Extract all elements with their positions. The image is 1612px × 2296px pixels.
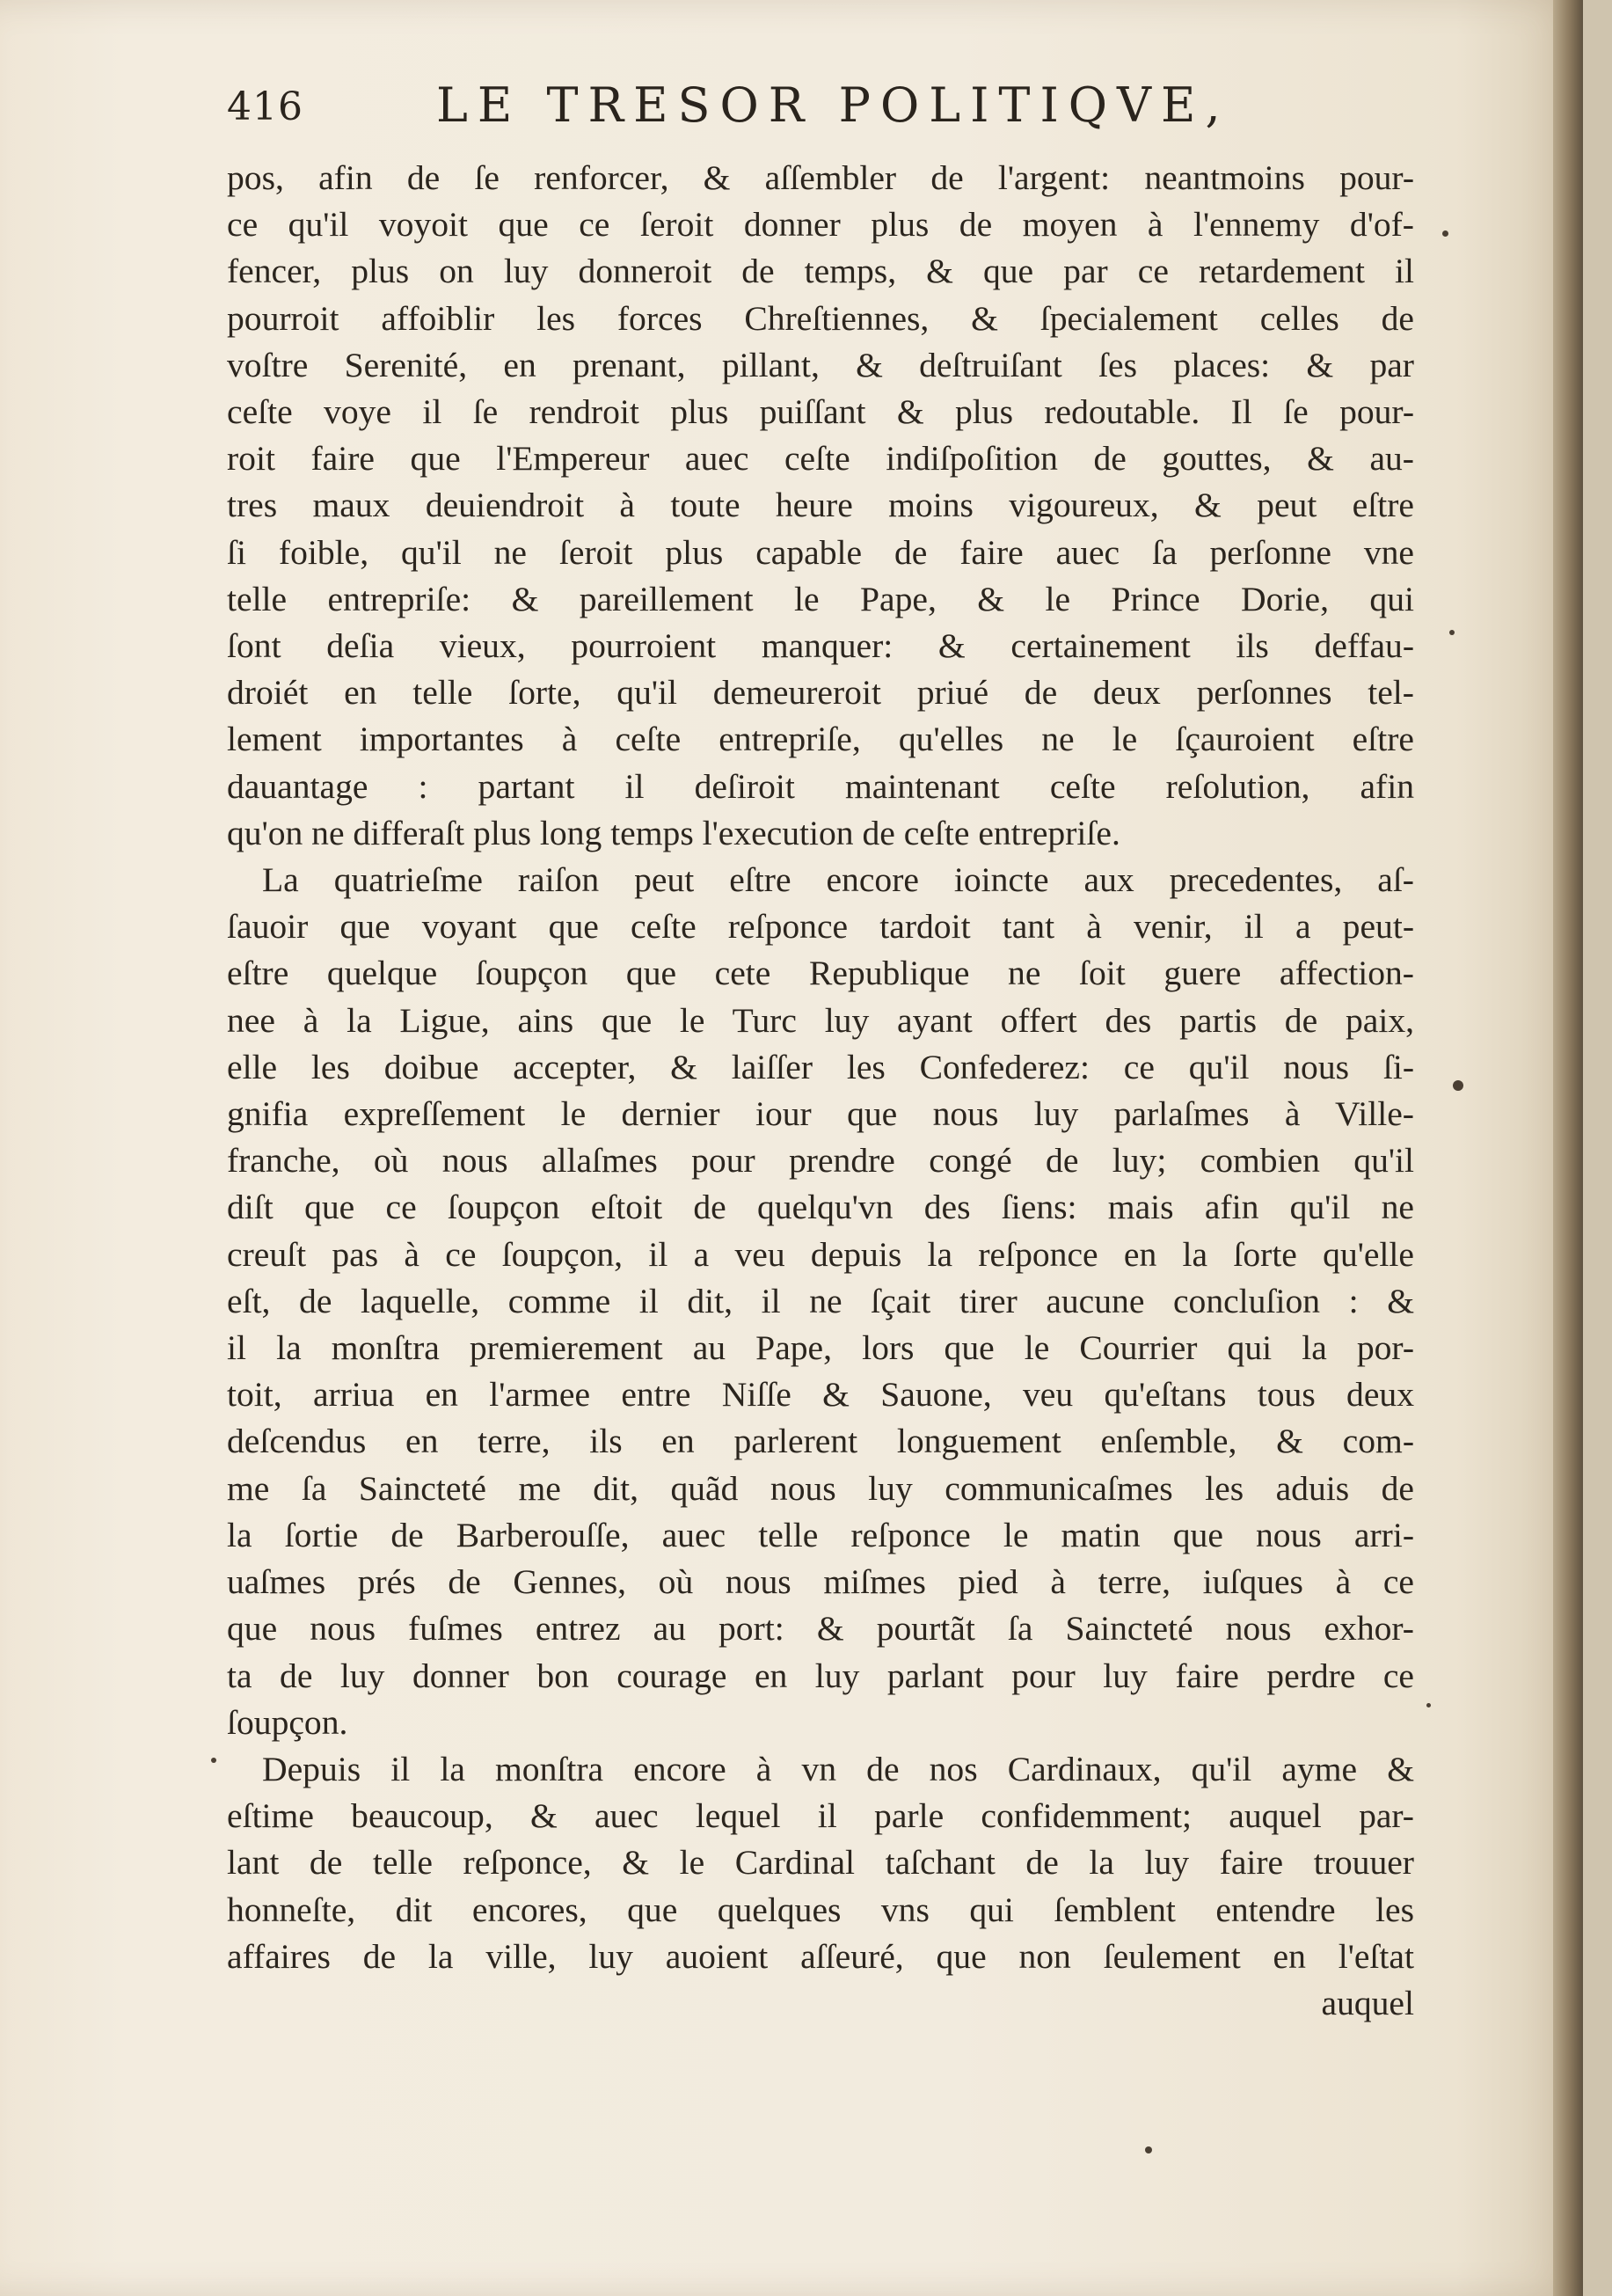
- text-line: eſtre quelque ſoupçon que cete Republique ne ſoit guere affection-: [227, 954, 1414, 993]
- text-line: me ſa Saincteté me dit, quãd nous luy communicaſmes les aduis de: [227, 1468, 1414, 1508]
- text-line: ſauoir que voyant que ceſte reſponce tardoit tant à venir, il a peut-: [227, 907, 1414, 947]
- text-line: voſtre Serenité, en prenant, pillant, & deſtruiſant ſes places: & par: [227, 345, 1414, 384]
- text-line: affaires de la ville, luy auoient aſſeuré, que non ſeulement en l'eſtat: [227, 1936, 1414, 1976]
- text-line: auquel: [1321, 1983, 1414, 2022]
- text-line: Depuis il la monſtra encore à vn de nos Cardinaux, qu'il ayme &: [262, 1749, 1414, 1788]
- ink-speck: [1449, 630, 1455, 635]
- text-line: ceſte voye il ſe rendroit plus puiſſant & plus redoutable. Il ſe pour-: [227, 392, 1414, 432]
- text-line: ce qu'il voyoit que ce ſeroit donner plus de moyen à l'ennemy d'of-: [227, 205, 1414, 245]
- text-line: la ſortie de Barberouſſe, auec telle reſponce le matin que nous arri-: [227, 1515, 1414, 1554]
- text-line: franche, où nous allaſmes pour prendre congé de luy; combien qu'il: [227, 1141, 1414, 1181]
- text-line: lant de telle reſponce, & le Cardinal taſchant de la luy faire trouuer: [227, 1843, 1414, 1883]
- text-line: dauantage : partant il deſiroit maintenant ceſte reſolution, afin: [227, 766, 1414, 806]
- text-line: qu'on ne differaſt plus long temps l'execution de ceſte entrepriſe.: [227, 813, 1120, 852]
- text-line: ſoupçon.: [227, 1702, 348, 1742]
- text-line: ta de luy donner bon courage en luy parlant pour luy faire perdre ce: [227, 1656, 1414, 1695]
- ink-speck: [1442, 230, 1448, 237]
- text-line: uaſmes prés de Gennes, où nous miſmes pied à terre, iuſques à ce: [227, 1562, 1414, 1602]
- text-line: toit, arriua en l'armee entre Niſſe & Sauone, veu qu'eſtans tous deux: [227, 1375, 1414, 1415]
- ink-speck: [1426, 1703, 1431, 1707]
- page-number: 416: [227, 84, 303, 129]
- text-line: deſcendus en terre, ils en parlerent longuement enſemble, & com-: [227, 1422, 1414, 1461]
- text-line: ſi foible, qu'il ne ſeroit plus capable de faire auec ſa perſonne vne: [227, 532, 1414, 572]
- text-line: que nous fuſmes entrez au port: & pourtãt ſa Saincteté nous exhor-: [227, 1609, 1414, 1649]
- ink-speck: [1453, 1080, 1463, 1091]
- text-line: pos, afin de ſe renforcer, & aſſembler de l'argent: neantmoins pour-: [227, 158, 1414, 197]
- text-line: gnifia expreſſement le dernier iour que nous luy parlaſmes à Ville-: [227, 1094, 1414, 1134]
- text-line: telle entrepriſe: & pareillement le Pape, & le Prince Dorie, qui: [227, 579, 1414, 618]
- text-line: honneſte, dit encores, que quelques vns qui ſemblent entendre les: [227, 1890, 1414, 1929]
- text-line: eſtime beaucoup, & auec lequel il parle confidemment; auquel par-: [227, 1796, 1414, 1836]
- text-line: ſont deſia vieux, pourroient manquer: & certainement ils deffau-: [227, 626, 1414, 666]
- ink-speck: [1145, 2146, 1152, 2153]
- body-text: [227, 155, 1414, 2027]
- text-line: il la monſtra premierement au Pape, lors que le Courrier qui la por-: [227, 1328, 1414, 1368]
- text-line: elle les doibue accepter, & laiſſer les Confederez: ce qu'il nous ſi-: [227, 1047, 1414, 1086]
- page-edge-shadow: [1553, 0, 1583, 2296]
- running-head: [227, 77, 1405, 148]
- running-title: LE TRESOR POLITIQVE,: [436, 77, 1230, 133]
- text-line: droiét en telle ſorte, qu'il demeureroit priué de deux perſonnes tel-: [227, 673, 1414, 713]
- text-line: fencer, plus on luy donneroit de temps, & que par ce retardement il: [227, 252, 1414, 291]
- text-line: La quatrieſme raiſon peut eſtre encore ioincte aux precedentes, aſ-: [262, 860, 1414, 900]
- text-line: creuſt pas à ce ſoupçon, il a veu depuis la reſponce en la ſorte qu'elle: [227, 1234, 1414, 1274]
- text-line: eſt, de laquelle, comme il dit, il ne ſçait tirer aucune concluſion : &: [227, 1281, 1414, 1320]
- text-line: nee à la Ligue, ains que le Turc luy ayant offert des partis de paix,: [227, 1000, 1414, 1040]
- text-line: roit faire que l'Empereur auec ceſte indiſpoſition de gouttes, & au-: [227, 439, 1414, 479]
- text-line: tres maux deuiendroit à toute heure moins vigoureux, & peut eſtre: [227, 486, 1414, 525]
- text-line: pourroit affoiblir les forces Chreſtiennes, & ſpecialement celles de: [227, 298, 1414, 338]
- text-line: diſt que ce ſoupçon eſtoit de quelqu'vn des ſiens: mais afin qu'il ne: [227, 1188, 1414, 1227]
- text-line: lement importantes à ceſte entrepriſe, qu'elles ne le ſçauroient eſtre: [227, 720, 1414, 759]
- ink-speck: [211, 1758, 216, 1763]
